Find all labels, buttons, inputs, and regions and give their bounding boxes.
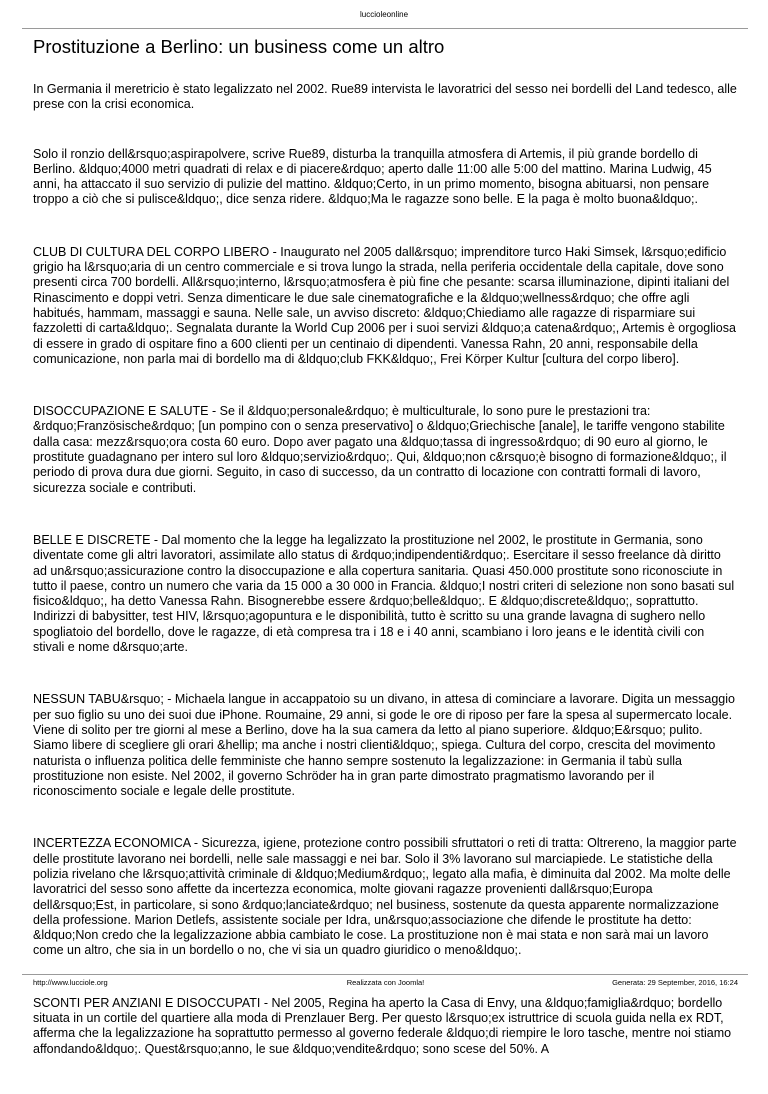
article-paragraph: CLUB DI CULTURA DEL CORPO LIBERO - Inaugurato nel 2005 dall&rsquo; imprenditore turco Haki Simsek, l&rsquo;edificio grigio ha l&rsquo;aria di un centro commerciale e si trova lungo la strada, nella periferia occidentale della capitale, dove sono presenti circa 700 bordelli. All&rsquo;interno, l&rsquo;atmosfera è più fine che pesante: scarsa illuminazione, dipinti italiani del Rinascimento e doppi vetri. Senza dimenticare le due sale cinematografiche e la &ldquo;wellness&rdquo; che offre agli habitués, hammam, massaggi e sauna. Nelle sale, un avviso discreto: &ldquo;Chiediamo alle ragazze di risparmiare sui fazzoletti di carta&ldquo;. Segnalata durante la World Cup 2006 per i suoi servizi &ldquo;a catena&rdquo;, Artemis è orgogliosa di essere in grado di ospitare fino a 600 clienti per un centinaio di dipendenti. Vanessa Rahn, 20 anni, responsabile della comunicazione, non parla mai di bordello ma di &ldquo;club FKK&ldquo;, Frei Körper Kultur [cultura del corpo libero].: [33, 244, 736, 366]
article-paragraph: Solo il ronzio dell&rsquo;aspirapolvere, scrive Rue89, disturba la tranquilla atmosfera di Artemis, il più grande bordello di Berlino. &ldquo;4000 metri quadrati di relax e di piacere&rdquo; aperto dalle 11:00 alle 5:00 del mattino. Marina Ludwig, 45 anni, ha attaccato il suo servizio di pulizie del mattino. &ldquo;Certo, in un primo momento, bisogna abituarsi, non pensare troppo a ciò che si pulisce&ldquo;, dice senza ridere. &ldquo;Ma le ragazze sono belle. E la paga è molto buona&ldquo;.: [33, 146, 712, 207]
footer-divider: [22, 974, 748, 975]
article-paragraph: DISOCCUPAZIONE E SALUTE - Se il &ldquo;personale&rdquo; è multiculturale, lo sono pure le prestazioni tra: &rdquo;Französische&rdquo; [un pompino con o senza preservativo] o &ldquo;Griechische [anale], le tariffe vengono stabilite dalla casa: mezz&rsquo;ora costa 60 euro. Dopo aver pagato una &ldquo;tassa di ingresso&rdquo; di 90 euro al giorno, le prostitute guadagnano per intero sul loro &ldquo;servizio&rdquo;. Qui, &ldquo;non c&rsquo;è bisogno di formazione&ldquo;, il periodo di prova dura due giorni. Seguito, in caso di successo, da un contratto di locazione con contratti formali di lavoro, sicurezza sociale e contributi.: [33, 404, 727, 495]
footer-generated-date: Generata: 29 September, 2016, 16:24: [612, 978, 738, 987]
article-paragraph: NESSUN TABU&rsquo; - Michaela langue in accappatoio su un divano, in attesa di cominciare a lavorare. Digita un messaggio per suo figlio su uno dei suoi due iPhone. Roumaine, 29 anni, si gode le ore di riposo per fare la spesa al supermercato locale. Viene di solito per tre giorni al mese a Berlino, dove ha la sua camera da letto al piano superiore. &ldquo;E&rsquo; pulito. Siamo libere di scegliere gli orari &hellip; ma anche i nostri clienti&ldquo;, spiega. Cultura del corpo, crescita del movimento naturista o influenza politica delle femministe che hanno sempre sostenuto la legalizzazione: in Germania il tabù sulla prostituzione non esiste. Nel 2002, il governo Schröder ha in gran parte dimostrato pragmatismo lavorando per il riconoscimento sociale e legale delle prostitute.: [33, 692, 735, 799]
article-paragraph: BELLE E DISCRETE - Dal momento che la legge ha legalizzato la prostituzione nel 2002, le prostitute in Germania, sono diventate come gli altri lavoratori, assimilate allo status di &rdquo;indipendenti&rdquo;. Esercitare il sesso freelance dà diritto ad un&rsquo;assicurazione contro la disoccupazione e alla copertura sanitaria. Quasi 450.000 prostitute sono riconosciute in tutto il paese, contro un numero che varia da 15 000 a 30 000 in Francia. &ldquo;I nostri criteri di selezione non sono basati sul fisico&ldquo;, ha detto Vanessa Rahn. Bisognerebbe essere &rdquo;belle&ldquo;. E &ldquo;discrete&ldquo;, soprattutto. Indirizzi di babysitter, test HIV, l&rsquo;agopuntura e le disponibilità, tutto è scritto su una grande lavagna di sughero nello spogliatoio del bordello, dove le ragazze, di età compresa tra i 18 e i 40 anni, scambiano i loro jeans e le identità civili con stivali e nome d&rsquo;arte.: [33, 532, 735, 655]
footer-powered-by: Realizzata con Joomla!: [346, 978, 425, 987]
article-paragraph: INCERTEZZA ECONOMICA - Sicurezza, igiene, protezione contro possibili sfruttatori o reti di tratta: Oltrereno, la maggior parte delle prostitute lavorano nei bordelli, nelle sale massaggi e nei bar. Solo il 3% lavorano sul marciapiede. Le statistiche della polizia rivelano che l&rsquo;attività criminale di &ldquo;Medium&rdquo;, legato alla mafia, è diminuita dal 2002. Ma molte delle lavoratrici del sesso sono affette da incertezza economica, molte giovani ragazze provenienti dall&rsquo;Europa dell&rsquo;Est, in particolare, si sono &rdquo;lanciate&rdquo; nel business, sostenute da questa apparente normalizzazione della professione. Marion Detlefs, assistente sociale per Idra, un&rsquo;associazione che difende le prostitute ha detto: &ldquo;Non credo che la legalizzazione abbia cambiato le cose. La prostituzione non è mai stata e non sarà mai un lavoro come un altro, che sia in un bordello o no, che vi sia un quadro giuridico o meno&ldquo;.: [33, 836, 737, 958]
article-paragraph: SCONTI PER ANZIANI E DISOCCUPATI - Nel 2005, Regina ha aperto la Casa di Envy, una &ldquo;famiglia&rdquo; bordello situata in un cortile del quartiere alla moda di Prenzlauer Berg. Per questo l&rsquo;ex istruttrice di scuola guida nella ex RDT, afferma che la legalizzazione ha soprattutto permesso al governo federale &ldquo;di riempire le loro tasche, mentre noi stiamo affondando&ldquo;. Quest&rsquo;anno, le sue &ldquo;vendite&rdquo; sono scese del 50%. A: [33, 995, 732, 1056]
page-footer: [33, 978, 738, 990]
article-intro-paragraph: In Germania il meretricio è stato legalizzato nel 2002. Rue89 intervista le lavoratrici del sesso nei bordelli del Land tedesco, alle prese con la crisi economica.: [33, 82, 737, 112]
article-body: [33, 82, 738, 1094]
site-header: luccioleonline: [359, 10, 409, 19]
article-title: Prostituzione a Berlino: un business come un altro: [33, 36, 445, 57]
footer-url-link[interactable]: http://www.lucciole.org: [33, 978, 108, 987]
